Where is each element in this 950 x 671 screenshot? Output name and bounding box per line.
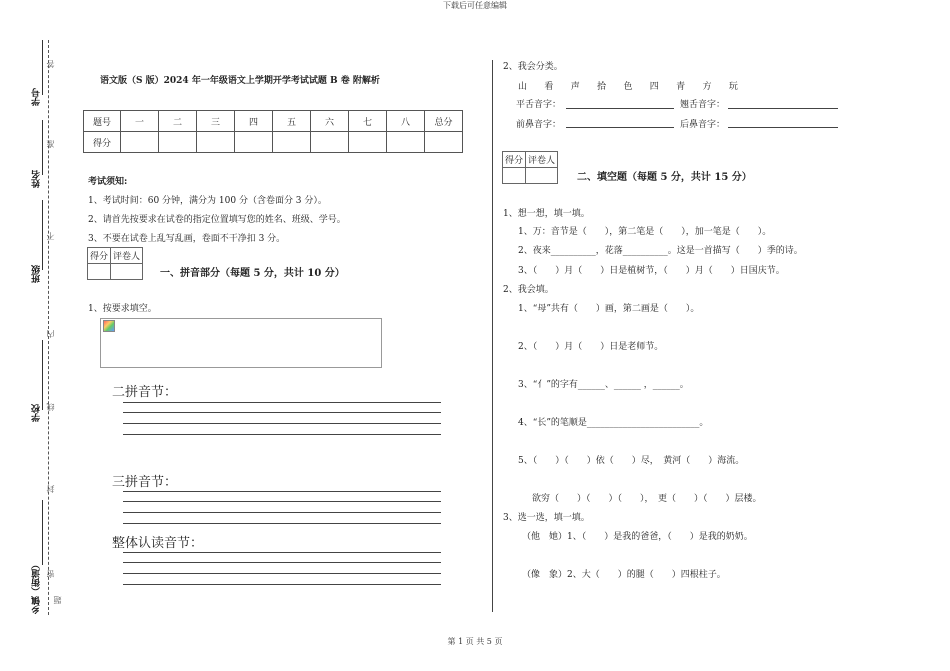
label-whole-syllable: 整体认读音节：: [112, 536, 204, 551]
question-text: 3、选一选，填一填。: [503, 513, 590, 523]
notice-item: 1、考试时间：60 分钟，满分为 100 分（含卷面分 3 分）。: [88, 196, 327, 206]
writing-line[interactable]: [123, 523, 441, 524]
score-table-cell: 总分: [425, 111, 463, 132]
score-table-header-row: [84, 111, 463, 132]
score-table-cell: 八: [387, 111, 425, 132]
fill-line-township: [42, 500, 43, 565]
section1-score-box: [87, 247, 143, 280]
writing-line[interactable]: [123, 434, 441, 435]
writing-line[interactable]: [123, 512, 441, 513]
score-input-cell[interactable]: [121, 132, 159, 153]
answer-line[interactable]: [566, 127, 674, 128]
category-label: 平舌音字：: [516, 100, 562, 110]
score-input-cell[interactable]: [311, 132, 349, 153]
score-table: [83, 110, 463, 153]
score-table-cell: 六: [311, 111, 349, 132]
mark-nei: 内: [46, 330, 55, 338]
score-input-cell[interactable]: [425, 132, 463, 153]
label-two-part-syllable: 二拼音节：: [112, 385, 178, 400]
score-box-label: 评卷人: [111, 248, 143, 264]
mark-feng: 封: [46, 485, 55, 493]
score-box-label: 得分: [503, 152, 526, 168]
mark-zhun: 准: [46, 140, 55, 148]
score-input-cell[interactable]: [197, 132, 235, 153]
answer-line[interactable]: [728, 108, 838, 109]
label-township: 乡镇（街道）: [32, 560, 42, 614]
score-box-label: 得分: [88, 248, 111, 264]
question-text: （像 象）2、大（ ）的腿（ ）四根柱子。: [522, 570, 726, 580]
answer-line[interactable]: [566, 108, 674, 109]
category-label: 前鼻音字：: [516, 120, 562, 130]
notice-item: 3、不要在试卷上乱写乱画，卷面不干净扣 3 分。: [88, 234, 286, 244]
mark-mi: 密: [46, 570, 55, 578]
broken-image-icon: [103, 320, 115, 332]
score-table-cell: 二: [159, 111, 197, 132]
word: 四: [649, 82, 659, 92]
question-text: 4、“长”的笔顺是_________________________。: [518, 418, 709, 428]
score-box-input[interactable]: [111, 264, 143, 280]
word: 拾: [597, 82, 607, 92]
writing-line[interactable]: [123, 562, 441, 563]
word: 山: [518, 82, 528, 92]
score-table-cell: 五: [273, 111, 311, 132]
writing-line[interactable]: [123, 412, 441, 413]
word: 声: [570, 82, 580, 92]
fill-line-school: [42, 340, 43, 410]
label-class: 班级: [32, 265, 42, 283]
score-box-input[interactable]: [526, 168, 558, 184]
score-table-cell: 七: [349, 111, 387, 132]
label-student-id: 学号: [32, 88, 42, 106]
section1-title: 一、拼音部分（每题 5 分，共计 10 分）: [160, 268, 345, 279]
question-text: 1、按要求填空。: [88, 304, 157, 314]
word: 色: [623, 82, 633, 92]
score-table-cell: 四: [235, 111, 273, 132]
question-text: 1、万：音节是（ ），第二笔是（ ），加一笔是（ ）。: [518, 227, 772, 237]
label-school: 学校: [32, 404, 42, 422]
label-name: 姓名: [32, 170, 42, 188]
notice-heading: 考试须知:: [88, 177, 128, 187]
word: 玩: [728, 82, 738, 92]
score-input-cell[interactable]: [349, 132, 387, 153]
question-text: 2、（ ）月（ ）日是老师节。: [518, 342, 664, 352]
section2-title: 二、填空题（每题 5 分，共计 15 分）: [577, 172, 752, 183]
fill-line-name: [42, 120, 43, 175]
score-box-label: 评卷人: [526, 152, 558, 168]
question-text: 5、（ ）（ ）依（ ）尽， 黄河（ ）海流。: [518, 456, 745, 466]
word: 青: [676, 82, 686, 92]
score-input-cell[interactable]: [387, 132, 425, 153]
mark-bu: 不: [46, 232, 55, 240]
column-divider: [492, 60, 493, 612]
word-list: [518, 79, 738, 92]
fill-line-class: [42, 200, 43, 270]
score-table-row-label: 得分: [84, 132, 121, 153]
mark-xian: 线: [46, 403, 55, 411]
notice-item: 2、请首先按要求在试卷的指定位置填写您的姓名、班级、学号。: [88, 215, 346, 225]
writing-line[interactable]: [123, 584, 441, 585]
score-table-cell: 三: [197, 111, 235, 132]
label-three-part-syllable: 三拼音节：: [112, 475, 178, 490]
answer-image-box: [100, 318, 382, 368]
mark-ti: 题: [53, 596, 62, 604]
mark-da: 答: [46, 60, 55, 68]
writing-line[interactable]: [123, 423, 441, 424]
category-label: 翘舌音字：: [680, 100, 726, 110]
score-box-input[interactable]: [503, 168, 526, 184]
writing-line[interactable]: [123, 552, 441, 553]
writing-line[interactable]: [123, 501, 441, 502]
score-table-row: [84, 132, 463, 153]
writing-line[interactable]: [123, 573, 441, 574]
word: 看: [544, 82, 554, 92]
question-text: 2、夜来__________，花落__________。这是一首描写（ ）季的诗。: [518, 246, 803, 256]
question-text: 3、“亻”的字有______、______ ，______。: [518, 380, 689, 390]
score-input-cell[interactable]: [235, 132, 273, 153]
word: 方: [702, 82, 712, 92]
score-input-cell[interactable]: [159, 132, 197, 153]
question-text: （他 她）1、（ ）是我的爸爸，（ ）是我的奶奶。: [522, 532, 753, 542]
score-input-cell[interactable]: [273, 132, 311, 153]
writing-line[interactable]: [123, 402, 441, 403]
question-text: 1、想一想，填一填。: [503, 209, 590, 219]
question-text: 3、（ ）月（ ）日是植树节，（ ）月（ ）日国庆节。: [518, 266, 785, 276]
score-table-cell: 一: [121, 111, 159, 132]
answer-line[interactable]: [728, 127, 838, 128]
section2-score-box: [502, 151, 558, 184]
writing-line[interactable]: [123, 491, 441, 492]
question-text: 2、我会填。: [503, 285, 554, 295]
category-label: 后鼻音字：: [680, 120, 726, 130]
page-footer: 第 1 页 共 5 页: [447, 637, 503, 646]
score-table-cell: 题号: [84, 111, 121, 132]
header-note: 下载后可任意编辑: [443, 1, 507, 10]
question-text: 欲穷（ ）（ ）（ ）， 更（ ）（ ）层楼。: [532, 494, 762, 504]
question-text: 1、“母”共有（ ）画，第二画是（ ）。: [518, 304, 700, 314]
score-box-input[interactable]: [88, 264, 111, 280]
binding-dashed-line: [48, 40, 49, 615]
fill-line-id: [42, 40, 43, 95]
question-text: 2、我会分类。: [503, 62, 563, 72]
page-title: 语文版（S 版）2024 年一年级语文上学期开学考试试题 B 卷 附解析: [100, 76, 380, 86]
